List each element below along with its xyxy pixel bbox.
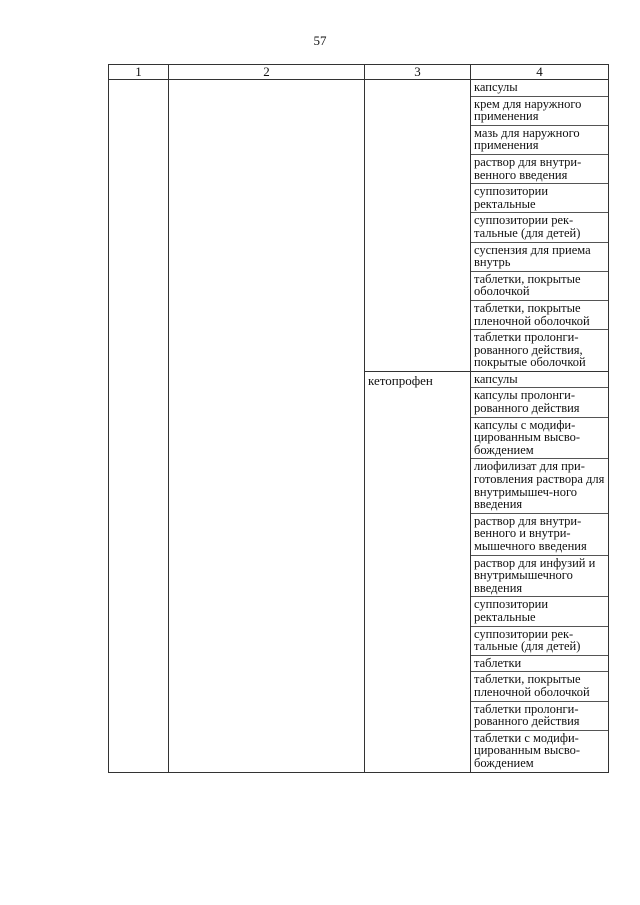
- dosage-form: таблетки с модифи-цированным высво-бождением: [474, 730, 581, 770]
- dosage-form: раствор для внутри-венного и внутри-мышечного введения: [471, 514, 608, 556]
- dosage-form: таблетки, покрытые пленочной оболочкой: [471, 672, 608, 701]
- dosage-form: мазь для наружного применения: [471, 126, 608, 155]
- page-number: 57: [313, 33, 327, 48]
- dosage-form: капсулы: [471, 80, 608, 97]
- dosage-form: капсулы: [471, 372, 608, 389]
- dosage-form: таблетки пролонги-рованного действия, покрытые оболочкой: [474, 330, 586, 370]
- drug-name: [365, 80, 470, 82]
- dosage-form: таблетки пролонги-рованного действия: [471, 702, 608, 731]
- column-header-3: 3: [365, 65, 471, 80]
- dosage-form: таблетки, покрытые оболочкой: [471, 272, 608, 301]
- dosage-form: таблетки: [471, 656, 608, 673]
- column-2-cell: [169, 80, 365, 773]
- dosage-forms-cell: [471, 80, 609, 372]
- dosage-form: суппозитории рек-тальные (для детей): [471, 213, 608, 242]
- dosage-form: раствор для инфузий и внутримышечного введения: [471, 556, 608, 598]
- dosage-form: крем для наружного применения: [471, 97, 608, 126]
- column-header-2: 2: [169, 65, 365, 80]
- drug-name-cell: [365, 80, 471, 372]
- drug-name: кетопрофен: [368, 372, 433, 388]
- dosage-form: капсулы пролонги-рованного действия: [471, 388, 608, 417]
- dosage-form: суппозитории рек-тальные (для детей): [471, 627, 608, 656]
- dosage-form: суспензия для приема внутрь: [471, 243, 608, 272]
- table-row: [109, 80, 609, 372]
- dosage-forms-cell: [471, 371, 609, 772]
- dosage-form: капсулы с модифи-цированным высво-бождением: [471, 418, 608, 460]
- dosage-form: таблетки, покрытые пленочной оболочкой: [471, 301, 608, 330]
- dosage-form: лиофилизат для при-готовления раствора для внутримышеч-ного введения: [471, 459, 608, 513]
- dosage-form: раствор для внутри-венного введения: [471, 155, 608, 184]
- column-1-cell: [109, 80, 169, 773]
- column-header-1: 1: [109, 65, 169, 80]
- drug-name-cell: [365, 371, 471, 772]
- dosage-form: суппозитории ректальные: [471, 597, 608, 626]
- dosage-form: суппозитории ректальные: [471, 184, 608, 213]
- header-row: [109, 65, 609, 80]
- column-header-4: 4: [471, 65, 609, 80]
- drug-forms-table: [108, 64, 609, 773]
